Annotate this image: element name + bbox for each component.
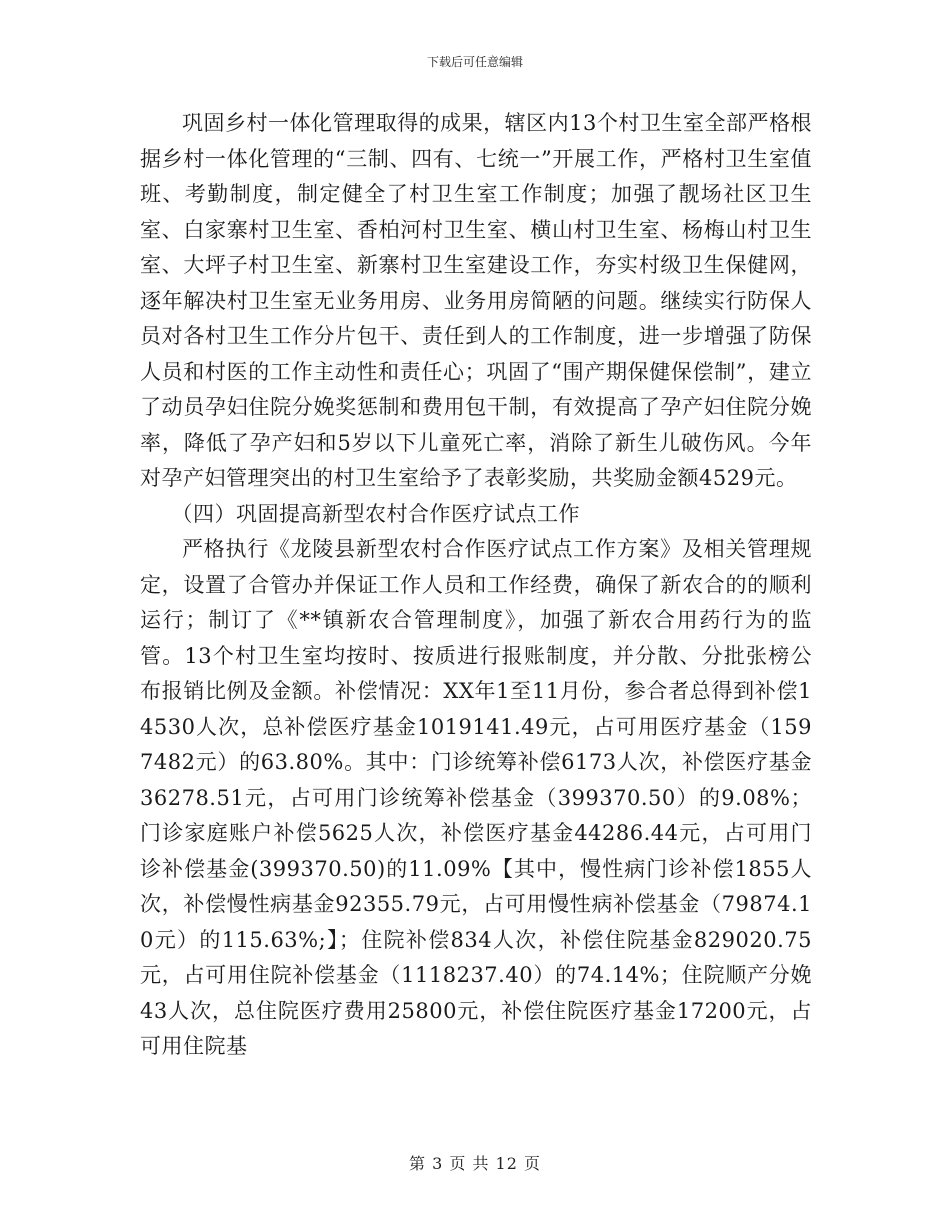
document-body [140, 106, 812, 1065]
section-heading-4: （四）巩固提高新型农村合作医疗试点工作 [171, 501, 580, 526]
paragraph-village-clinics: 巩固乡村一体化管理取得的成果，辖区内13个村卫生室全部严格根据乡村一体化管理的“三制、四有、七统一”开展工作，严格村卫生室值班、考勤制度，制定健全了村卫生室工作制度；加强了靓场社区卫生室、白家寨村卫生室、香柏河村卫生室、横山村卫生室、杨梅山村卫生室、大坪子村卫生室、新寨村卫生室建设工作，夯实村级卫生保健网，逐年解决村卫生室无业务用房、业务用房简陋的问题。继续实行防保人员对各村卫生工作分片包干、责任到人的工作制度，进一步增强了防保人员和村医的工作主动性和责任心；巩固了“围产期保健保偿制”，建立了动员孕妇住院分娩奖惩制和费用包干制，有效提高了孕产妇住院分娩率，降低了孕产妇和5岁以下儿童死亡率，消除了新生儿破伤风。今年对孕产妇管理突出的村卫生室给予了表彰奖励，共奖励金额4529元。 [140, 111, 812, 490]
page-header-note: 下载后可任意编辑 [426, 55, 523, 69]
paragraph-rural-cooperative-medical: 严格执行《龙陵县新型农村合作医疗试点工作方案》及相关管理规定，设置了合管办并保证工作人员和工作经费，确保了新农合的的顺利运行；制订了《**镇新农合管理制度》，加强了新农合用药行为的监管。13个村卫生室均按时、按质进行报账制度，并分散、分批张榜公布报销比例及金额。补偿情况：XX年1至11月份，参合者总得到补偿14530人次，总补偿医疗基金1019141.49元，占可用医疗基金（1597482元）的63.80%。其中：门诊统筹补偿6173人次，补偿医疗基金36278.51元，占可用门诊统筹补偿基金（399370.50）的9.08%；门诊家庭账户补偿5625人次，补偿医疗基金44286.44元，占可用门诊补偿基金(399370.50)的11.09%【其中，慢性病门诊补偿1855人次，补偿慢性病基金92355.79元，占可用慢性病补偿基金（79874.10元）的115.63%;】；住院补偿834人次，补偿住院基金829020.75元，占可用住院补偿基金（1118237.40）的74.14%；住院顺产分娩43人次，总住院医疗费用25800元，补偿住院医疗基金17200元，占可用住院基 [140, 537, 812, 1058]
page-number: 第 3 页 共 12 页 [409, 1154, 541, 1173]
